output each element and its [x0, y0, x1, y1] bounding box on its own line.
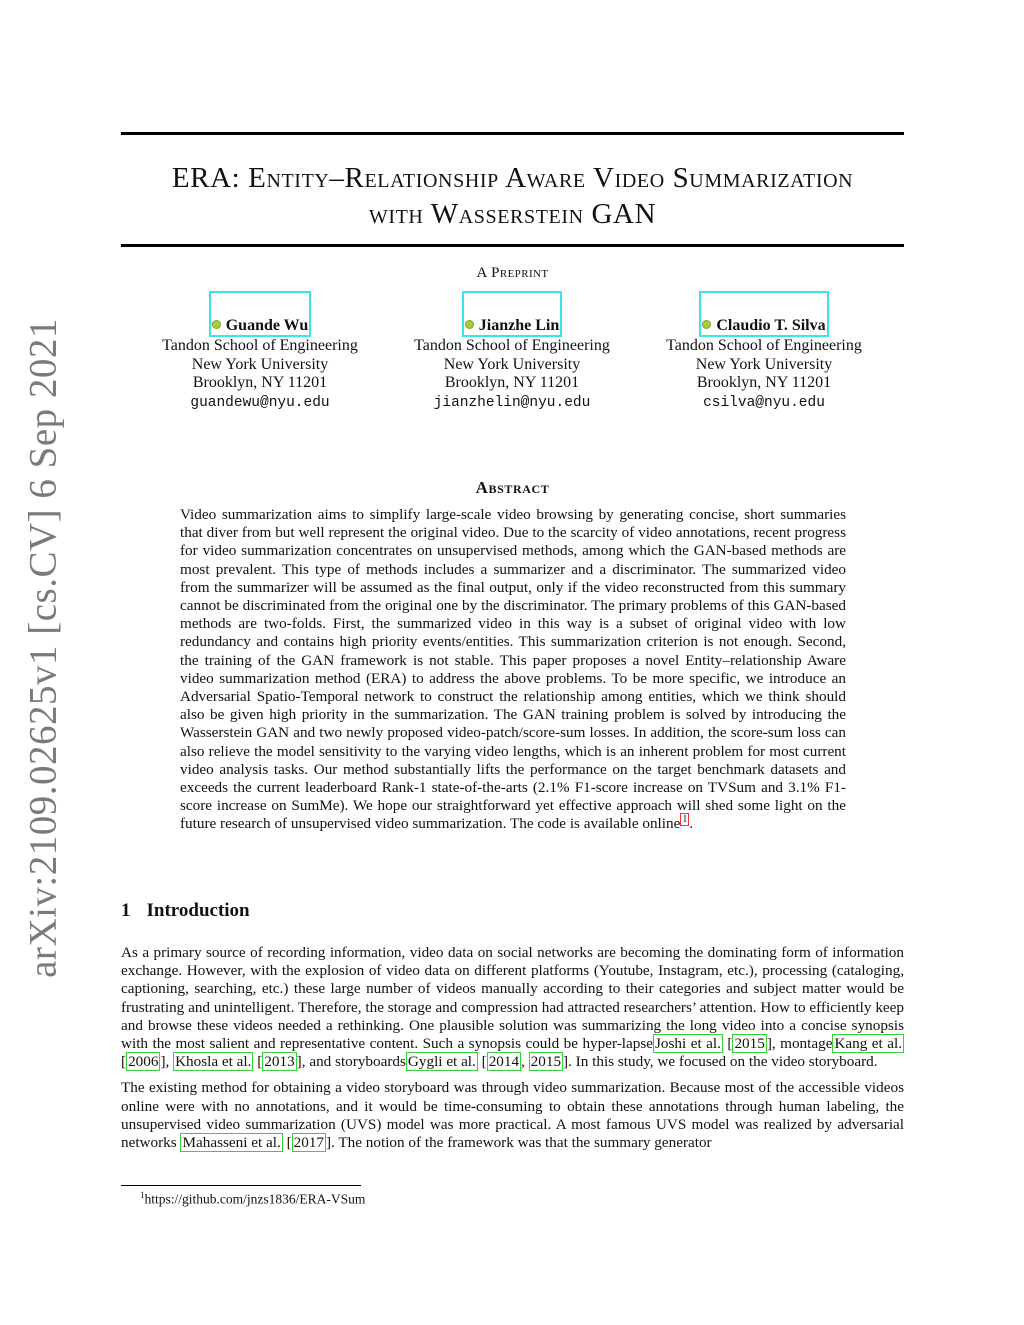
- title-rule-top: [121, 132, 904, 135]
- author-university: New York University: [695, 355, 833, 373]
- author-name-link[interactable]: [462, 291, 562, 337]
- author-address: Brooklyn, NY 11201: [192, 374, 328, 391]
- title-rule-bottom: [121, 244, 904, 247]
- author-email[interactable]: guandewu@nyu.edu: [190, 394, 330, 411]
- author-address: Brooklyn, NY 11201: [444, 374, 580, 391]
- abstract-end: .: [689, 815, 694, 833]
- preprint-label: A Preprint: [476, 265, 549, 281]
- citation-link[interactable]: Kang et al.: [834, 1035, 902, 1053]
- footnote-rule: [121, 1185, 361, 1186]
- author-block-1: [145, 291, 375, 412]
- paragraph-text: As a primary source of recording information, video data on social networks are becoming the dominating form of information exchange. However, with the explosion of video data on different platforms (Youtube, Instagram, etc.), processing (cataloging, captioning, searching, etc.) these large number of videos manually according to their categories and subject matter would be frustrating and unintelligent. Therefore, the storage and compression had attracted researchers’ attention. How to efficiently keep and browse these videos needed a rethinking. One plausible solution was summarizing the long video into a concise synopsis with the most salient and representative content. Such a synopsis could be hyper-lapse: [121, 944, 904, 1053]
- citation-year-link[interactable]: 2015: [734, 1035, 765, 1053]
- author-university: New York University: [191, 355, 329, 373]
- paragraph-text: ], montage: [766, 1035, 833, 1053]
- author-block-2: [397, 291, 627, 412]
- citation-year-link[interactable]: 2006: [128, 1053, 159, 1071]
- author-name: Jianzhe Lin: [478, 317, 560, 334]
- footnote-url[interactable]: https://github.com/jnzs1836/ERA-VSum: [144, 1191, 366, 1207]
- author-address: Brooklyn, NY 11201: [696, 374, 832, 391]
- footnote-mark: 1: [140, 1190, 145, 1200]
- citation-year-link[interactable]: 2013: [264, 1053, 295, 1071]
- introduction-body: [121, 944, 904, 1160]
- section-number: 1: [121, 900, 131, 921]
- title-line-1: ERA: Entity–Relationship Aware Video Summarization: [171, 162, 854, 194]
- author-name-link[interactable]: [699, 291, 828, 337]
- section-title: Introduction: [146, 900, 250, 921]
- author-email[interactable]: csilva@nyu.edu: [703, 394, 825, 411]
- citation-year-link[interactable]: 2014: [488, 1053, 520, 1071]
- author-email[interactable]: jianzhelin@nyu.edu: [433, 394, 591, 411]
- author-name: Guande Wu: [225, 317, 309, 334]
- citation-year-link[interactable]: 2015: [530, 1053, 562, 1071]
- abstract-text: Video summarization aims to simplify large-scale video browsing by generating concise, short summaries that diver from but well represent the original video. Due to the scarcity of video annotations, recent progress for video summarization concentrates on unsupervised methods, among which the GAN-based methods are most prevalent. This type of methods includes a summarizer and a discriminator. The summarized video from the summarizer will be assumed as the final output, only if the video reconstructed from this summary cannot be discriminated from the original one by the discriminator. The primary problems of this GAN-based methods are two-folds. First, the summarized video in this way is a subset of original video with low redundancy and contains high priority events/entities. This summarization criterion is not enough. Second, the training of the GAN framework is not stable. This paper proposes a novel Entity–relationship Aware video summarization method (ERA) to address the above problems. To be more specific, we introduce an Adversarial Spatio-Temporal network to construct the relationship among entities, which we think should also be given high priority in the summarization. The GAN training problem is solved by introducing the Wasserstein GAN and two newly proposed video-patch/score-sum losses. In addition, the score-sum loss can also relieve the model sensitivity to the varying video lengths, which is an inherent problem for most current video analysis tasks. Our method substantially lifts the performance on the target benchmark datasets and exceeds the current leaderboard Rank-1 state-of-the-arts (2.1% F1-score increase on TVSum and 3.1% F1-score increase on SumMe). We hope our straightforward yet effective approach will shed some light on the future research of unsupervised video summarization. The code is available online: [180, 506, 846, 833]
- paragraph-text: ],: [160, 1053, 174, 1071]
- author-affiliation: Tandon School of Engineering: [162, 337, 358, 354]
- citation-bracket: [: [282, 1134, 292, 1152]
- citation-bracket: [: [253, 1053, 263, 1071]
- citation-link[interactable]: Joshi et al.: [655, 1035, 721, 1053]
- abstract-heading: Abstract: [475, 478, 550, 497]
- arxiv-identifier: arXiv:2109.02625v1 [cs.CV] 6 Sep 2021: [21, 318, 65, 978]
- author-name: Claudio T. Silva: [716, 317, 826, 334]
- citation-link[interactable]: Gygli et al.: [407, 1053, 476, 1071]
- paragraph: [121, 1079, 904, 1152]
- paper-title: [121, 160, 904, 232]
- section-heading: [121, 900, 250, 922]
- citation-bracket: [: [477, 1053, 487, 1071]
- citation-bracket: [: [722, 1035, 733, 1053]
- paragraph-text: The existing method for obtaining a video storyboard was through video summarization. Because most of the accessible videos online were with no annotations, and it would be time-consuming to obtain these annotations through human labeling, the unsupervised video summarization (UVS) model was more practical. A most famous UVS model was realized by adversarial networks: [121, 1079, 904, 1152]
- paragraph-text: ], and storyboards: [296, 1053, 406, 1071]
- citation-year-link[interactable]: 2017: [293, 1134, 324, 1152]
- author-affiliation: Tandon School of Engineering: [666, 337, 862, 354]
- citation-link[interactable]: Khosla et al.: [175, 1053, 252, 1071]
- footnote-reference-link[interactable]: 1: [682, 814, 688, 826]
- citation-bracket: [: [121, 1053, 127, 1071]
- paragraph-text: ]. In this study, we focused on the video storyboard.: [563, 1053, 878, 1071]
- author-university: New York University: [443, 355, 581, 373]
- paragraph: [121, 944, 904, 1071]
- author-name-link[interactable]: [209, 291, 312, 337]
- author-block-3: [649, 291, 879, 412]
- orcid-icon[interactable]: [465, 320, 474, 329]
- orcid-icon[interactable]: [212, 320, 221, 329]
- citation-separator: ,: [521, 1053, 529, 1071]
- footnote: [140, 1190, 365, 1208]
- citation-link[interactable]: Mahasseni et al.: [182, 1134, 281, 1152]
- author-affiliation: Tandon School of Engineering: [414, 337, 610, 354]
- title-line-2: with Wasserstein GAN: [368, 198, 657, 230]
- paragraph-text: ]. The notion of the framework was that the summary generator: [326, 1134, 712, 1152]
- orcid-icon[interactable]: [702, 320, 711, 329]
- abstract-body: [180, 506, 846, 834]
